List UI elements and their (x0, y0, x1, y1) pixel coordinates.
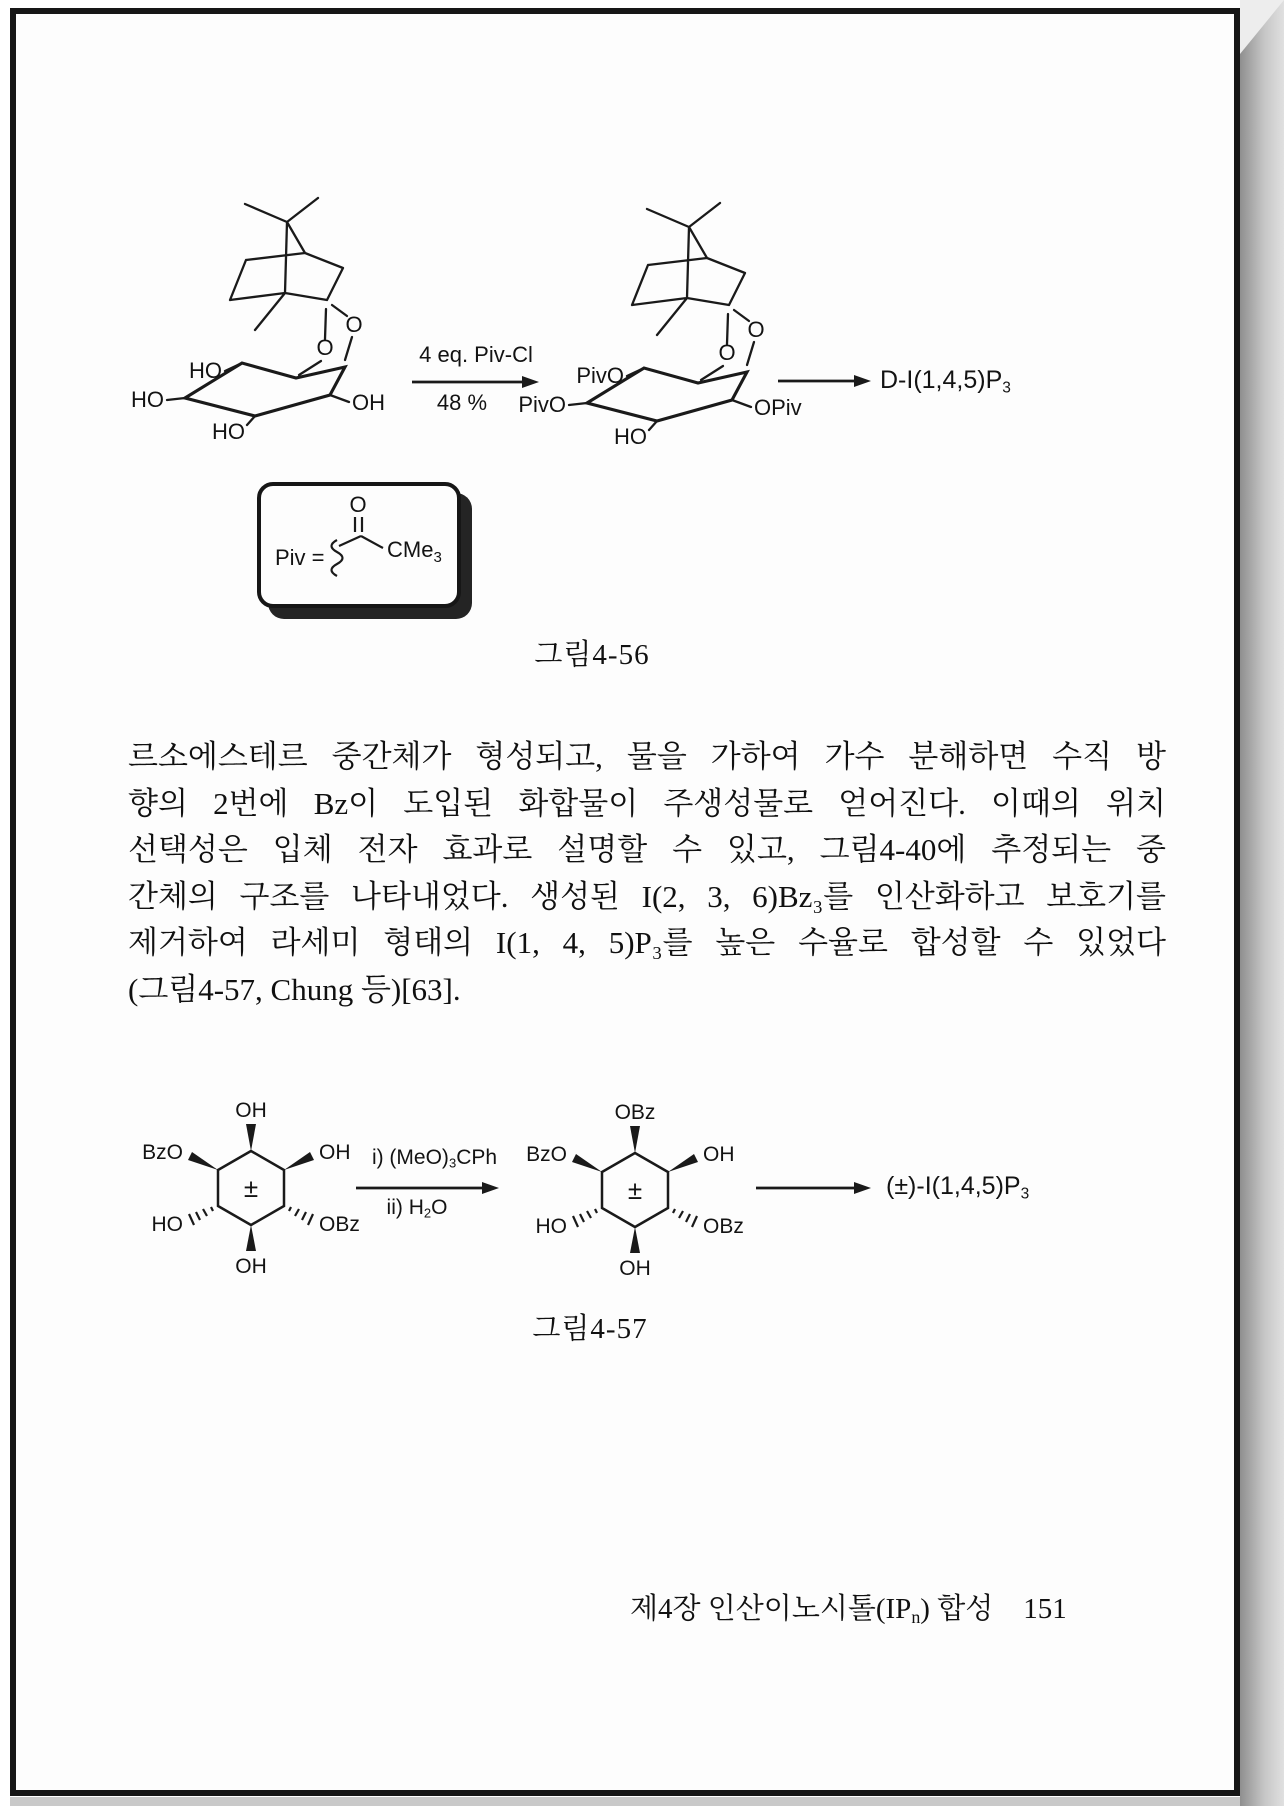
substituent-label: OH (619, 1257, 651, 1280)
footer-subscript: n (911, 1607, 921, 1628)
pivaloyloxy-label: PivO (576, 363, 624, 388)
substituent-label: OBz (319, 1213, 360, 1236)
step2-subscript: 2 (423, 1205, 432, 1221)
wedge-bond (630, 1126, 640, 1153)
book-page-edge-right (1240, 0, 1284, 1806)
reaction-arrow (356, 1178, 501, 1198)
substituent-label: BzO (526, 1143, 567, 1166)
hydroxyl-label: HO (614, 424, 647, 449)
hydroxyl-label: HO (212, 419, 245, 444)
paragraph-line: (그림4-57, Chung 등)[63]. (128, 971, 461, 1007)
pivaloyloxy-label: OPiv (754, 395, 802, 420)
product-name-subscript: 3 (1020, 1185, 1030, 1203)
body-paragraph (128, 734, 1166, 1013)
oxygen-label: O (718, 340, 736, 365)
hash-bond (189, 1207, 213, 1225)
tert-butyl-main: CMe (387, 537, 434, 562)
paragraph-line: 간체의 구조를 나타내었다. 생성된 I(2, 3, 6)Bz₃를 인산화하고 보호기를 (128, 878, 1166, 914)
racemic-symbol: ± (627, 1175, 643, 1205)
page-footer (630, 1586, 1067, 1628)
substituent-label: OBz (703, 1215, 744, 1238)
step2-pre: ii) H (386, 1196, 424, 1219)
hydroxyl-label: HO (131, 387, 164, 412)
page-number: 151 (1023, 1593, 1067, 1625)
hash-bond (573, 1209, 597, 1227)
paragraph-line: 선택성은 입체 전자 효과로 설명할 수 있고, 그림4-40에 추정되는 중 (128, 832, 1166, 867)
step1-post: CPh (456, 1146, 498, 1169)
scheme1-reactant-molecule (118, 158, 498, 468)
figure-caption-4-56: 그림4-56 (534, 639, 650, 671)
wedge-bond (668, 1154, 698, 1172)
pivaloyl-structure (261, 486, 457, 604)
substituent-label: OH (319, 1141, 351, 1164)
hash-bond (289, 1207, 313, 1225)
racemic-symbol: ± (243, 1173, 259, 1203)
substituent-label: HO (535, 1215, 567, 1238)
hydroxyl-label: HO (189, 358, 222, 383)
conditions-step1 (352, 1146, 517, 1171)
substituent-label: BzO (142, 1141, 183, 1164)
tert-butyl-label (387, 537, 442, 566)
wedge-bond (246, 1225, 256, 1251)
book-page-edge-bottom (10, 1797, 1240, 1806)
step2-post: O (431, 1196, 448, 1219)
substituent-label: OBz (614, 1101, 656, 1124)
oxygen-label: O (747, 317, 765, 342)
tert-butyl-subscript: 3 (433, 549, 442, 566)
footer-chapter-title-end: ) 합성 (920, 1593, 994, 1625)
wedge-bond (246, 1124, 256, 1151)
wedge-bond (284, 1152, 314, 1170)
scheme2-product-molecule (515, 1085, 755, 1295)
carbonyl-oxygen-label: O (349, 492, 367, 517)
hash-bond (673, 1209, 697, 1227)
product-name-main: D-I(1,4,5)P (880, 366, 1003, 394)
footer-chapter-title: 제4장 인산이노시톨(IP (630, 1593, 912, 1625)
wedge-bond (630, 1227, 640, 1253)
scheme1-product-molecule (520, 163, 900, 473)
substituent-label: HO (151, 1213, 183, 1236)
product-name-subscript: 3 (1002, 379, 1011, 397)
piv-equals-label: Piv = (275, 545, 325, 570)
reagent-label: 4 eq. Piv-Cl (419, 342, 533, 367)
paragraph-line: 르소에스테르 중간체가 형성되고, 물을 가하여 가수 분해하면 수직 방 (128, 739, 1166, 774)
figure-caption-4-57: 그림4-57 (532, 1313, 648, 1345)
product-name (880, 366, 1011, 397)
oxygen-label: O (316, 335, 334, 360)
wedge-bond (572, 1154, 602, 1172)
pivaloyl-bonds (332, 517, 384, 576)
paragraph-line: 제거하여 라세미 형태의 I(1, 4, 5)P₃를 높은 수율로 합성할 수 있었다 (128, 925, 1166, 960)
reaction-arrow (756, 1178, 876, 1198)
step1-pre: i) (MeO) (371, 1146, 449, 1169)
substituent-label: OH (235, 1099, 267, 1122)
pivaloyloxy-label: PivO (518, 392, 566, 417)
substituent-label: OH (235, 1255, 267, 1278)
yield-label: 48 % (436, 390, 488, 415)
scheme2-reactant-molecule (131, 1083, 371, 1293)
pivaloyl-definition-box (257, 482, 461, 608)
product-name (886, 1172, 1029, 1203)
step1-subscript: 3 (448, 1155, 457, 1171)
reaction-arrow (778, 371, 873, 391)
conditions-step2 (352, 1196, 482, 1221)
wedge-bond (188, 1152, 218, 1170)
hydroxyl-label: OH (352, 390, 385, 415)
oxygen-label: O (345, 312, 363, 337)
product-name-main: (±)-I(1,4,5)P (886, 1172, 1021, 1200)
paragraph-line: 향의 2번에 Bz이 도입된 화합물이 주생성물로 얻어진다. 이때의 위치 (128, 785, 1166, 821)
substituent-label: OH (703, 1143, 735, 1166)
